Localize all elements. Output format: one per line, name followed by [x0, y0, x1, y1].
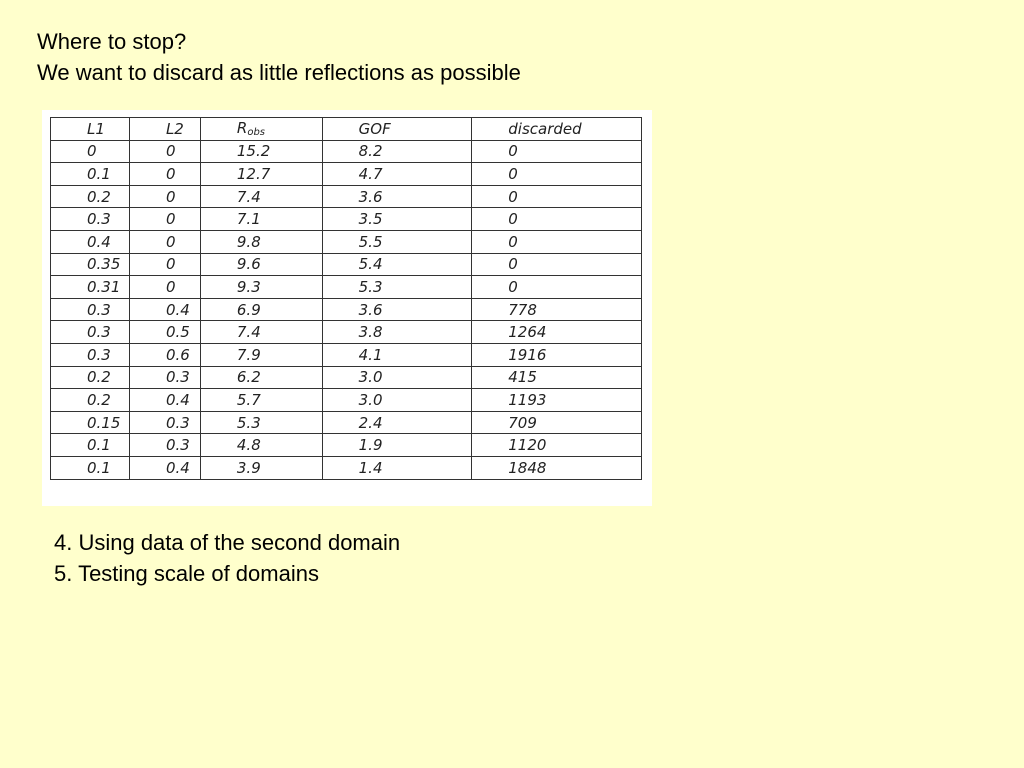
- header-l2: L2: [129, 118, 200, 141]
- cell-l2: 0.3: [129, 434, 200, 457]
- cell-discarded: 1916: [472, 343, 642, 366]
- table-row: [51, 366, 642, 389]
- cell-discarded: 0: [472, 253, 642, 276]
- cell-discarded: 709: [472, 411, 642, 434]
- table-row: [51, 389, 642, 412]
- table-row: [51, 140, 642, 163]
- cell-robs: 15.2: [200, 140, 322, 163]
- results-table-image: [42, 110, 652, 506]
- cell-l2: 0.5: [129, 321, 200, 344]
- cell-l2: 0: [129, 208, 200, 231]
- cell-discarded: 415: [472, 366, 642, 389]
- cell-l1: 0.2: [51, 389, 130, 412]
- table-row: [51, 276, 642, 299]
- cell-gof: 4.7: [322, 163, 472, 186]
- cell-discarded: 1193: [472, 389, 642, 412]
- header-gof: GOF: [322, 118, 472, 141]
- cell-l1: 0.1: [51, 456, 130, 479]
- cell-l2: 0.4: [129, 389, 200, 412]
- cell-l1: 0.4: [51, 230, 130, 253]
- table-body: [51, 140, 642, 479]
- cell-gof: 1.9: [322, 434, 472, 457]
- cell-robs: 7.4: [200, 185, 322, 208]
- cell-l1: 0.3: [51, 208, 130, 231]
- cell-discarded: 0: [472, 163, 642, 186]
- cell-gof: 5.4: [322, 253, 472, 276]
- header-discarded: discarded: [472, 118, 642, 141]
- cell-l2: 0.6: [129, 343, 200, 366]
- cell-robs: 4.8: [200, 434, 322, 457]
- cell-discarded: 0: [472, 276, 642, 299]
- header-robs: [200, 118, 322, 141]
- cell-gof: 2.4: [322, 411, 472, 434]
- cell-robs: 5.7: [200, 389, 322, 412]
- cell-l2: 0: [129, 163, 200, 186]
- cell-robs: 3.9: [200, 456, 322, 479]
- cell-l1: 0.1: [51, 163, 130, 186]
- results-table: [50, 117, 642, 480]
- table-row: [51, 208, 642, 231]
- cell-l1: 0.3: [51, 343, 130, 366]
- cell-l1: 0: [51, 140, 130, 163]
- cell-robs: 7.1: [200, 208, 322, 231]
- cell-robs: 7.4: [200, 321, 322, 344]
- cell-l2: 0: [129, 276, 200, 299]
- note-item-4: 4. Using data of the second domain: [54, 530, 401, 555]
- cell-discarded: 1264: [472, 321, 642, 344]
- heading-line-goal: We want to discard as little reflections as possible: [37, 60, 521, 85]
- cell-discarded: 0: [472, 185, 642, 208]
- cell-l1: 0.35: [51, 253, 130, 276]
- cell-l1: 0.3: [51, 298, 130, 321]
- cell-robs: 9.6: [200, 253, 322, 276]
- cell-robs: 12.7: [200, 163, 322, 186]
- cell-l1: 0.31: [51, 276, 130, 299]
- cell-l2: 0.4: [129, 298, 200, 321]
- slide-heading: [37, 26, 521, 88]
- cell-gof: 5.3: [322, 276, 472, 299]
- cell-robs: 9.8: [200, 230, 322, 253]
- notes-list: [54, 527, 400, 589]
- cell-discarded: 0: [472, 140, 642, 163]
- table-row: [51, 456, 642, 479]
- table-row: [51, 298, 642, 321]
- note-item-5: 5. Testing scale of domains: [54, 561, 319, 586]
- table-row: [51, 230, 642, 253]
- cell-robs: 7.9: [200, 343, 322, 366]
- table-row: [51, 411, 642, 434]
- cell-gof: 3.6: [322, 298, 472, 321]
- table-row: [51, 253, 642, 276]
- cell-l2: 0.3: [129, 411, 200, 434]
- cell-l2: 0: [129, 230, 200, 253]
- cell-discarded: 778: [472, 298, 642, 321]
- cell-l1: 0.15: [51, 411, 130, 434]
- header-l1: L1: [51, 118, 130, 141]
- cell-discarded: 1120: [472, 434, 642, 457]
- table-row: [51, 321, 642, 344]
- cell-gof: 4.1: [322, 343, 472, 366]
- cell-robs: 9.3: [200, 276, 322, 299]
- cell-l2: 0: [129, 140, 200, 163]
- cell-gof: 3.0: [322, 366, 472, 389]
- cell-gof: 3.8: [322, 321, 472, 344]
- cell-robs: 6.9: [200, 298, 322, 321]
- header-robs-subscript: obs: [247, 127, 266, 139]
- cell-gof: 5.5: [322, 230, 472, 253]
- header-robs-main: R: [236, 119, 248, 138]
- cell-robs: 6.2: [200, 366, 322, 389]
- cell-l2: 0: [129, 185, 200, 208]
- table-header-row: [51, 118, 642, 141]
- cell-robs: 5.3: [200, 411, 322, 434]
- cell-l1: 0.1: [51, 434, 130, 457]
- table-row: [51, 185, 642, 208]
- cell-l1: 0.2: [51, 366, 130, 389]
- cell-gof: 8.2: [322, 140, 472, 163]
- table-row: [51, 343, 642, 366]
- cell-discarded: 0: [472, 230, 642, 253]
- cell-l1: 0.2: [51, 185, 130, 208]
- cell-l1: 0.3: [51, 321, 130, 344]
- cell-l2: 0.3: [129, 366, 200, 389]
- cell-gof: 3.6: [322, 185, 472, 208]
- heading-line-question: Where to stop?: [37, 29, 187, 54]
- cell-discarded: 1848: [472, 456, 642, 479]
- cell-gof: 3.0: [322, 389, 472, 412]
- cell-discarded: 0: [472, 208, 642, 231]
- table-row: [51, 434, 642, 457]
- cell-gof: 3.5: [322, 208, 472, 231]
- cell-l2: 0.4: [129, 456, 200, 479]
- cell-gof: 1.4: [322, 456, 472, 479]
- table-row: [51, 163, 642, 186]
- cell-l2: 0: [129, 253, 200, 276]
